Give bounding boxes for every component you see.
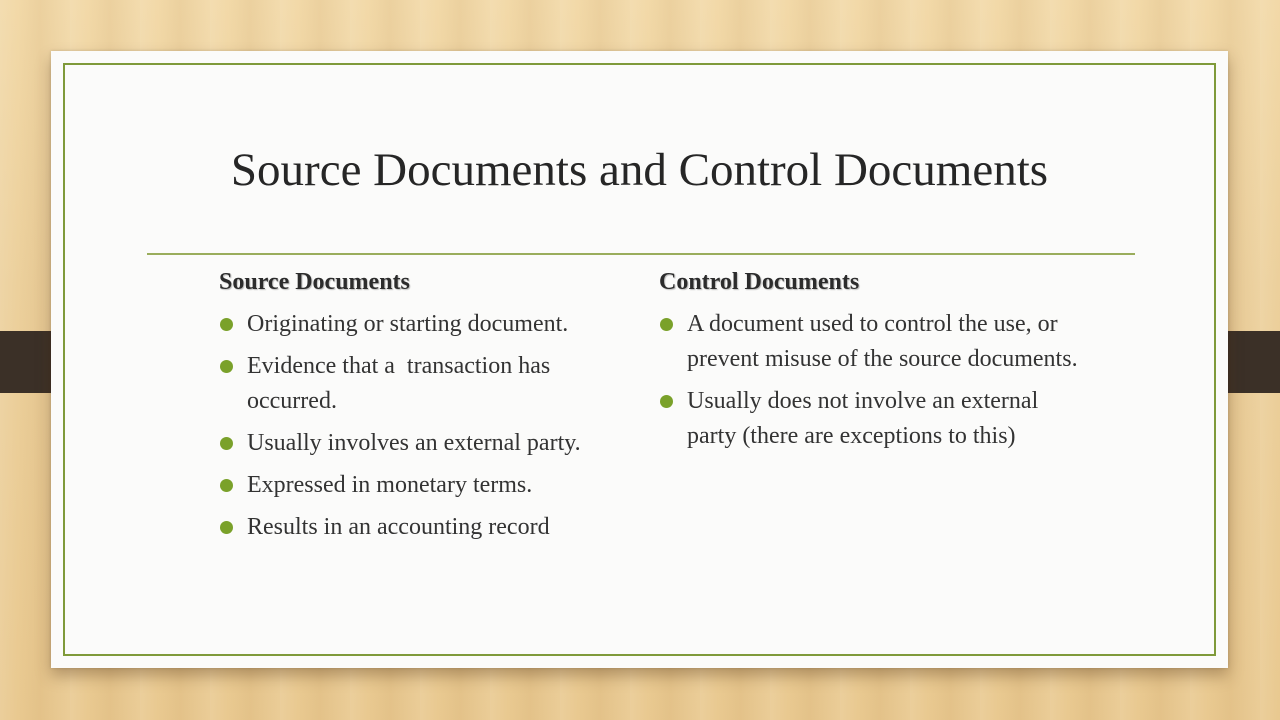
control-documents-list [659, 307, 1079, 454]
list-item-text: Usually involves an external party. [247, 430, 581, 456]
source-documents-list [219, 307, 639, 545]
list-item [219, 426, 639, 461]
bullet-dot-icon [220, 521, 233, 534]
list-item-text: A document used to control the use, or prevent misuse of the source documents. [687, 311, 1078, 372]
control-documents-heading: Control Documents [659, 269, 860, 295]
list-item [659, 307, 1079, 377]
bullet-dot-icon [660, 318, 673, 331]
list-item [219, 349, 639, 419]
list-item-text: Evidence that a transaction has occurred. [247, 353, 557, 414]
list-item [219, 510, 639, 545]
list-item [219, 307, 639, 342]
bullet-dot-icon [220, 479, 233, 492]
list-item-text: Usually does not involve an external party (there are exceptions to this) [687, 388, 1039, 449]
bullet-dot-icon [220, 318, 233, 331]
control-documents-column [659, 269, 1079, 461]
bullet-dot-icon [220, 437, 233, 450]
source-documents-heading: Source Documents [219, 269, 410, 295]
list-item-text: Expressed in monetary terms. [247, 472, 533, 498]
bullet-dot-icon [660, 395, 673, 408]
source-documents-column [219, 269, 639, 552]
slide-card [51, 51, 1228, 668]
list-item [219, 468, 639, 503]
list-item-text: Originating or starting document. [247, 311, 569, 337]
title-divider [147, 253, 1135, 255]
bullet-dot-icon [220, 360, 233, 373]
slide-title: Source Documents and Control Documents [230, 144, 1049, 196]
list-item [659, 384, 1079, 454]
list-item-text: Results in an accounting record [247, 514, 550, 540]
